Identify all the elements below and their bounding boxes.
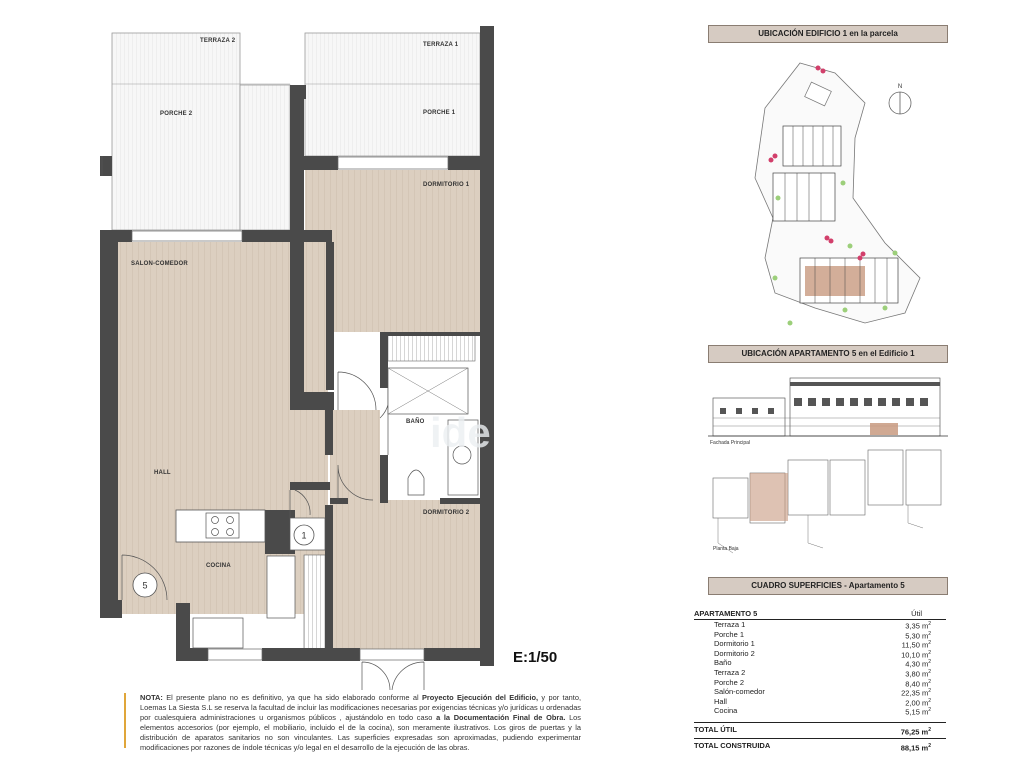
- table-row: [694, 687, 946, 697]
- north-label: N: [897, 84, 903, 90]
- note-bold-1: Proyecto Ejecución del Edificio,: [421, 693, 539, 702]
- table-row-name: Porche 1: [714, 629, 745, 639]
- fachada-label: Fachada Principal: [710, 440, 751, 446]
- label-terraza-1: TERRAZA 1: [423, 42, 459, 48]
- scale-label: E:1/50: [513, 649, 558, 666]
- table-row: [694, 620, 946, 630]
- table-row-name: Hall: [714, 696, 727, 706]
- table-total-util: [694, 722, 946, 736]
- label-dormitorio-1: DORMITORIO 1: [423, 182, 470, 188]
- cooktop-icon: [206, 513, 239, 538]
- kitchen-sink-icon: [193, 618, 243, 648]
- section-title-cuadro: CUADRO SUPERFICIES - Apartamento 5: [708, 577, 948, 595]
- surface-table: [694, 608, 946, 752]
- table-header: [694, 608, 946, 620]
- table-row-name: Cocina: [714, 706, 738, 716]
- section-title-ubicacion-edificio: UBICACIÓN EDIFICIO 1 en la parcela: [708, 25, 948, 43]
- total-construida-value: 88,15 $m^2$: [900, 742, 931, 753]
- table-row-name: Terraza 1: [714, 620, 746, 629]
- note-text-1: El presente plano no es definitivo, ya que ha sido elaborado conforme al: [162, 693, 422, 702]
- table-row-value: 10,10 $m^2$: [901, 649, 931, 660]
- table-row: [694, 668, 946, 678]
- table-row: [694, 630, 946, 640]
- label-terraza-2: TERRAZA 2: [200, 38, 236, 44]
- table-row-value: 5,30 $m^2$: [905, 630, 931, 641]
- table-row-name: Dormitorio 2: [714, 648, 755, 658]
- table-row: [694, 706, 946, 716]
- note-bold-2: a la Documentación Final de Obra.: [436, 713, 566, 722]
- total-util-label: TOTAL ÚTIL: [694, 724, 737, 734]
- porche-2-extension: [240, 85, 290, 230]
- note-text-3: Los elementos accesorios (por ejemplo, el mobiliario, incluido el de la cocina), son meramente ilustrativos. Los giros de puertas y la distribución de aparatos sanitarios no son vinculantes. Las superficies expresadas son aproximadas, pudiendo experimentar modificaciones por razones de índole técnicas y/o legal en el desarrollo de la ejecución de las obras.: [140, 713, 581, 752]
- total-construida-label: TOTAL CONSTRUIDA: [694, 740, 771, 750]
- disclaimer-note: [124, 693, 582, 752]
- building-elevation: [708, 368, 948, 573]
- table-header-unit: Útil: [911, 609, 922, 618]
- label-bano: BAÑO: [406, 419, 425, 425]
- elevation-highlight: [870, 423, 898, 435]
- plan-highlight: [750, 473, 788, 521]
- table-row-name: Dormitorio 1: [714, 639, 755, 649]
- table-row-value: 3,35 $m^2$: [905, 621, 931, 631]
- boiler-symbol-label: 1: [301, 530, 307, 541]
- dormitorio-2-floor: [330, 500, 480, 652]
- table-row-value: 22,35 $m^2$: [901, 688, 931, 698]
- table-row: [694, 678, 946, 688]
- table-row-value: 5,15 $m^2$: [905, 707, 931, 717]
- label-cocina: COCINA: [206, 563, 231, 569]
- section-title-ubicacion-apartamento: UBICACIÓN APARTAMENTO 5 en el Edificio 1: [708, 345, 948, 363]
- table-row-value: 4,30 $m^2$: [905, 659, 931, 669]
- table-row-name: Salón-comedor: [714, 687, 765, 697]
- table-row-name: Porche 2: [714, 677, 745, 687]
- terraza-1-area: [305, 33, 480, 156]
- table-rows: [694, 620, 946, 716]
- table-row: [694, 639, 946, 649]
- table-row-name: Terraza 2: [714, 667, 746, 677]
- building-elevation-drawing: [708, 368, 948, 573]
- note-text-2: y por tanto, Loemas La Siesta S.L se reserva la facultad de incluir las modificaciones necesarias por exigencias técnicas y/o jurídicas u ordenadas por cualesquiera administraciones u organismos públicos , ajustándolo en todo caso: [140, 693, 582, 722]
- label-porche-2: PORCHE 2: [160, 111, 193, 117]
- table-row-name: Baño: [714, 658, 732, 668]
- toilet-icon: [408, 470, 424, 495]
- label-hall: HALL: [154, 470, 171, 476]
- watermark: ide: [430, 409, 491, 456]
- label-porche-1: PORCHE 1: [423, 110, 456, 116]
- stair-upper: [387, 333, 475, 361]
- note-lead: NOTA:: [140, 693, 163, 702]
- label-dormitorio-2: DORMITORIO 2: [423, 510, 470, 516]
- table-row: [694, 697, 946, 707]
- terraza-2-area: [112, 33, 240, 230]
- planta-label: Planta Baja: [713, 546, 739, 552]
- site-highlight: [805, 266, 865, 296]
- table-header-name: APARTAMENTO 5: [694, 609, 758, 618]
- table-row: [694, 658, 946, 668]
- site-map-drawing: [745, 48, 940, 338]
- utility-symbol-5-label: 5: [142, 580, 148, 591]
- table-row-value: 11,50 $m^2$: [901, 640, 931, 650]
- total-util-value: 76,25 $m^2$: [900, 726, 931, 737]
- table-row-value: 3,80 $m^2$: [905, 668, 931, 679]
- site-map: [745, 48, 940, 338]
- table-total-construida: [694, 738, 946, 752]
- table-row-value: 2,00 $m^2$: [905, 697, 931, 708]
- table-row: [694, 649, 946, 659]
- label-salon-comedor: SALON-COMEDOR: [131, 261, 188, 267]
- table-row-value: 8,40 $m^2$: [905, 678, 931, 689]
